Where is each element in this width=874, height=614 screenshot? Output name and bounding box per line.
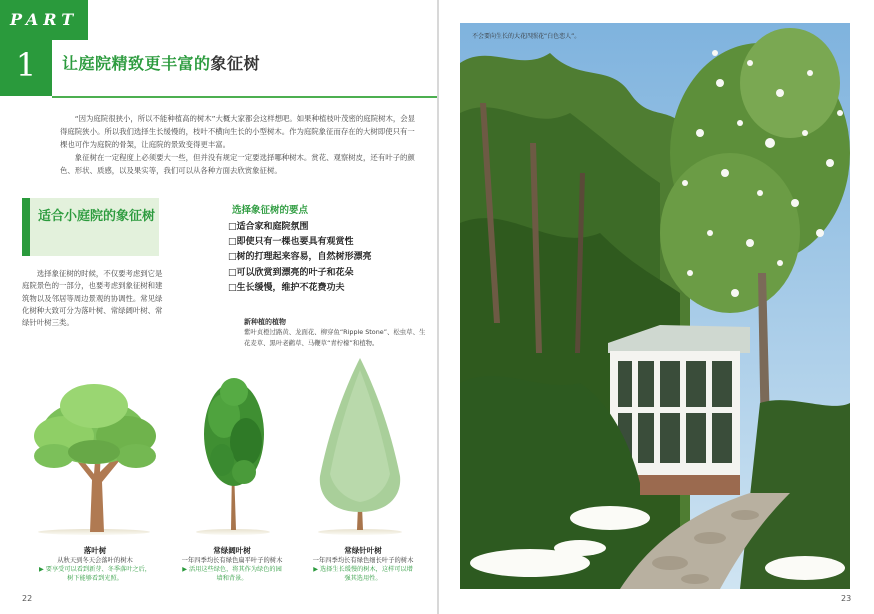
selection-point: □树的打理起来容易，自然树形漂亮 <box>228 252 372 263</box>
tree-name: 常绿阔叶树 <box>213 546 251 555</box>
conifer-caption <box>298 546 428 583</box>
subheading: 适合小庭院的象征树 <box>38 209 156 224</box>
tree-description: 一年四季均长有绿色细长叶子的树木 <box>312 557 414 564</box>
title-rule <box>52 96 437 98</box>
new-plants-text: 紫叶贞橙过路黄、龙面花、柳穿鱼“Ripple Stone”、松虫草、生花麦草、黑叶老鹳草、马鞭草“青柠檬”和植物。 <box>244 328 426 347</box>
selection-point: □可以欣赏到漂亮的叶子和花朵 <box>228 267 354 278</box>
part-label: PART <box>10 10 79 29</box>
tree-note: 墙和背景。 <box>216 575 248 582</box>
selection-point: □生长缓慢，维护不花费功夫 <box>228 282 345 293</box>
broadleaf-evergreen-illustration <box>196 372 272 534</box>
page-title-green: 让庭院精致更丰富的 <box>62 54 211 73</box>
page-number-left: 22 <box>22 594 33 603</box>
tree-note: ▶ 活用这些绿色，将其作为绿色的园 <box>182 566 282 573</box>
deciduous-tree-illustration <box>24 376 164 536</box>
selection-points-list <box>228 220 372 296</box>
intro-text <box>60 112 420 177</box>
selection-point: □即使只有一棵也要具有观赏性 <box>228 237 354 248</box>
page-title-dark: 象征树 <box>210 54 261 73</box>
tree-description: 从秋天到冬天会落叶的树木 <box>57 557 133 564</box>
tree-name: 常绿针叶树 <box>344 546 382 555</box>
page-title <box>62 51 260 74</box>
intro-paragraph-2: 象征树在一定程度上必须要大一些，但并没有规定一定要选择哪种树木。赏花、观察树皮，还有叶子的颜色、形状、质感，以及果实等，我们可以从各种方面去欣赏象征树。 <box>60 153 415 175</box>
tree-note: ▶ 要享受可以看到新芽、冬季落叶之后， <box>39 566 151 573</box>
subheading-panel <box>22 198 159 256</box>
deciduous-caption <box>20 546 170 583</box>
selection-point: □适合家和庭院氛围 <box>228 222 309 232</box>
part-number: 1 <box>15 46 37 84</box>
subheading-accent-bar <box>22 198 30 256</box>
intro-paragraph-1: “因为庭院很狭小，所以不能种植高的树木”大概大家都会这样想吧。如果种植枝叶茂密的庭院树木，会显得庭院狭小。所以我们选择生长缓慢的，枝叶不横向生长的小型树木。作为庭院象征而存在的大树即使只有一棵也可作为庭院的骨架，让庭院的景致变得更丰富。 <box>60 114 416 149</box>
tree-note: 强其选用性。 <box>344 575 382 582</box>
selection-title: 选择象征树的要点 <box>232 205 309 216</box>
tree-name: 落叶树 <box>83 546 107 555</box>
photo-caption: 不会要向生长的大花四照花“白色恋人”。 <box>472 33 581 40</box>
conifer-illustration <box>316 356 404 534</box>
tree-note: ▶ 选择生长缓慢的树木，这样可以增 <box>313 566 413 573</box>
tree-description: 一年四季均长有绿色扁平叶子的树木 <box>181 557 283 564</box>
broadleaf-evergreen-caption <box>168 546 296 583</box>
garden-photo <box>460 23 850 589</box>
right-page <box>439 0 874 614</box>
left-paragraph: 选择象征树的时候，不仅要考虑到它是庭院景色的一部分，也要考虑到象征树和建筑物以及邻居等周边景观的协调性。常见绿化树种大致可分为落叶树、常绿阔叶树、常绿针叶树三类。 <box>22 269 163 328</box>
new-plants-title: 新种植的植物 <box>244 318 286 326</box>
page-number-right: 23 <box>841 594 852 603</box>
tree-note: 树下能够看到光照。 <box>67 575 123 582</box>
